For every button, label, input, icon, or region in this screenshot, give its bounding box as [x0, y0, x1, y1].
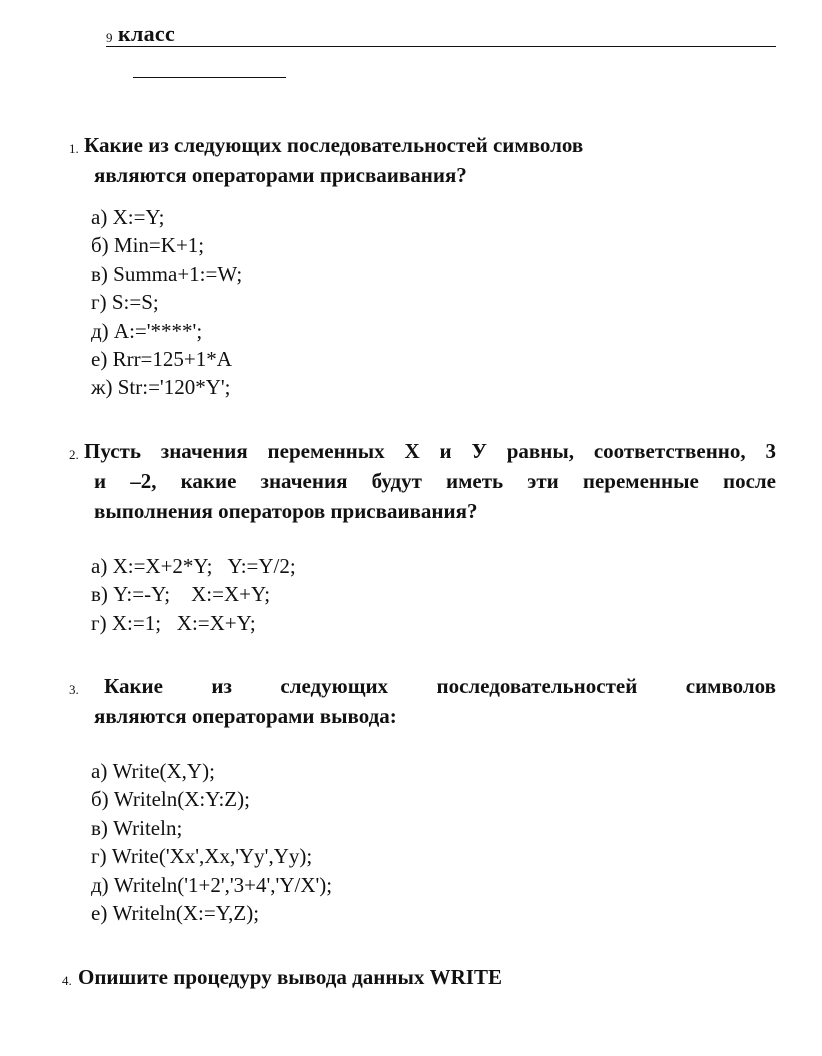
class-label: класс	[118, 21, 176, 46]
q3-options	[91, 757, 332, 927]
q3-option: в) Writeln;	[91, 815, 183, 840]
q1-option: г) S:=S;	[91, 290, 159, 315]
q1-text-cont	[94, 160, 467, 190]
q3-number: 3.	[69, 682, 79, 697]
q4-text	[78, 962, 502, 992]
q3-option: е) Writeln(X:=Y,Z);	[91, 901, 260, 926]
q1-text	[84, 130, 583, 160]
q4-number: 4.	[62, 973, 72, 988]
q3-option: а) Write(X,Y);	[91, 759, 215, 783]
q1-line-2: являются операторами присваивания?	[94, 163, 467, 187]
q2-text	[84, 436, 776, 466]
q1-option: в) Summa+1:=W;	[91, 261, 243, 286]
q1-option: д) A:='****';	[91, 318, 203, 343]
q3-option: г) Write('Xx',Xx,'Yy',Yy);	[91, 844, 313, 869]
q3-text	[104, 671, 776, 701]
q2-number: 2.	[69, 447, 79, 462]
q3-line-1: Какие из следующих последовательностей символов	[104, 674, 776, 698]
q3-option: б) Writeln(X:Y:Z);	[91, 787, 250, 812]
q2-option: а) X:=X+2*Y; Y:=Y/2;	[91, 554, 296, 578]
blank-underline	[133, 77, 286, 78]
q1-option: ж) Str:='120*Y';	[91, 375, 231, 400]
q1-line-1: Какие из следующих последовательностей символов	[84, 133, 584, 157]
q1-options	[91, 203, 242, 402]
q3-option: д) Writeln('1+2','3+4','Y/X');	[91, 872, 333, 897]
q1-option: а) X:=Y;	[91, 205, 165, 229]
q2-option: в) Y:=-Y; X:=X+Y;	[91, 582, 271, 607]
q4-line-1: Опишите процедуру вывода данных WRITE	[78, 965, 502, 989]
q2-option: г) X:=1; X:=X+Y;	[91, 610, 256, 635]
q1-option: б) Min=K+1;	[91, 233, 205, 258]
q2-line-2: и –2, какие значения будут иметь эти переменные после	[94, 469, 776, 493]
q2-line-3: выполнения операторов присваивания?	[94, 499, 478, 523]
q2-text-cont	[94, 466, 776, 526]
q3-line-2: являются операторами вывода:	[94, 704, 397, 728]
q3-text-cont	[94, 701, 397, 731]
q1-number: 1.	[69, 141, 79, 156]
class-number: 9	[106, 30, 113, 45]
q2-options	[91, 552, 296, 637]
q1-option: е) Rrr=125+1*A	[91, 347, 232, 372]
q2-line-1: Пусть значения переменных X и У равны, соответственно, 3	[84, 439, 776, 463]
class-name-line	[106, 22, 776, 47]
